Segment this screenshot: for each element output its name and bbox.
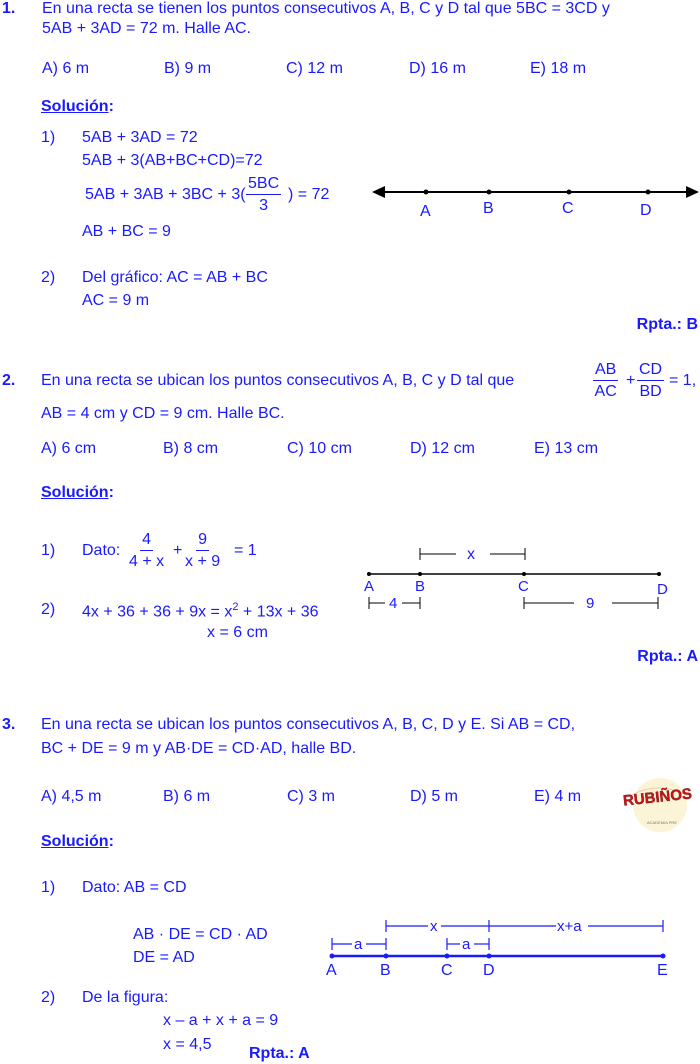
p2-step1-plus: + (173, 542, 183, 559)
p1-option-d: D) 16 m (409, 60, 466, 77)
p2-fraction2-denominator: BD (639, 383, 662, 400)
p1-option-c: C) 12 m (286, 60, 343, 77)
p3-step2-line1: De la figura: (82, 989, 169, 1006)
p1-step2-line1: Del gráfico: AC = AB + BC (82, 269, 268, 286)
p2-statement-line1: En una recta se ubican los puntos consecutivos A, B, C y D tal que (41, 372, 515, 389)
p3-dim-x-label: x (430, 918, 438, 935)
p1-option-b: B) 9 m (164, 60, 212, 77)
p2-step2-line2: x = 6 cm (207, 624, 268, 641)
p2-option-e: E) 13 cm (534, 440, 599, 457)
p1-number: 1. (2, 0, 16, 17)
p2-solution-label: Solución (41, 484, 109, 501)
p2-label-b: B (415, 578, 426, 595)
p2-answer: Rpta.: A (637, 648, 698, 665)
p3-option-a: A) 4,5 m (41, 788, 102, 805)
p1-label-d: D (640, 202, 652, 219)
p1-step1-number: 1) (41, 129, 56, 146)
p3-step1-line2: AB · DE = CD · AD (133, 926, 268, 943)
p2-fraction1-numerator: AB (593, 362, 618, 381)
p2-label-a: A (364, 578, 375, 595)
p2-step1-dato: Dato: (82, 542, 121, 559)
p2-option-c: C) 10 cm (287, 440, 352, 457)
p3-label-e: E (657, 962, 668, 979)
p3-statement-line1: En una recta se ubican los puntos consecutivos A, B, C, D y E. Si AB = CD, (41, 716, 576, 733)
p2-step1-fraction2-denominator: x + 9 (185, 553, 221, 570)
p2-option-d: D) 12 cm (410, 440, 475, 457)
p3-point-c (445, 954, 450, 959)
p1-statement-line2: 5AB + 3AD = 72 m. Halle AC. (42, 20, 251, 37)
p1-solution-label: Solución (41, 98, 109, 115)
p2-fraction2-numerator: CD (637, 362, 664, 381)
p3-logo-text: RUBIÑOS (622, 785, 693, 810)
p1-step1-line4: AB + BC = 9 (82, 223, 171, 240)
p1-option-a: A) 6 m (42, 60, 90, 77)
p2-number: 2. (2, 372, 16, 389)
p3-dim-a2-label: a (462, 936, 471, 953)
p1-step2-line2: AC = 9 m (82, 292, 150, 309)
p3-step1-dato: Dato: AB = CD (82, 879, 187, 896)
p1-label-c: C (562, 200, 574, 217)
p2-label-d: D (657, 581, 668, 598)
p2-step1-fraction2-numerator: 9 (196, 532, 209, 551)
p2-step1-number: 1) (41, 542, 56, 559)
p3-dim-xa-label: x+a (557, 918, 582, 935)
p1-step1-line3-left: 5AB + 3AB + 3BC + 3( (85, 186, 246, 203)
p2-step1-fraction1-denominator: 4 + x (129, 553, 165, 570)
p3-step2-line3: x = 4,5 (163, 1036, 212, 1053)
p3-step2-number: 2) (41, 989, 56, 1006)
p1-step2-number: 2) (41, 269, 56, 286)
p1-label-a: A (420, 203, 431, 220)
p3-logo-subtext: ACADEMIA PRE (646, 820, 678, 825)
p3-number: 3. (2, 716, 16, 733)
p3-solution-label: Solución (41, 833, 109, 850)
p1-solution-colon: : (108, 98, 114, 115)
p2-dim-9-label: 9 (586, 595, 595, 612)
p2-step2-line1-right: + 13x + 36 (238, 603, 319, 621)
p3-option-b: B) 6 m (163, 788, 211, 805)
p3-step1-line3: DE = AD (133, 949, 195, 966)
p1-step1-line2: 5AB + 3(AB+BC+CD)=72 (82, 152, 263, 169)
p2-step2-exponent: 2 (232, 601, 239, 613)
p1-label-b: B (483, 200, 494, 217)
p1-answer: Rpta.: B (636, 316, 698, 333)
p3-answer: Rpta.: A (249, 1045, 310, 1062)
p2-option-b: B) 8 cm (163, 440, 219, 457)
p3-solution-colon: : (108, 833, 114, 850)
p2-dim-4-label: 4 (389, 595, 398, 612)
p2-solution-colon: : (108, 484, 114, 501)
p3-label-d: D (483, 962, 495, 979)
p2-step2-number: 2) (41, 601, 56, 618)
p3-dim-a1-label: a (354, 936, 363, 953)
p2-fraction1-denominator: AC (594, 383, 617, 400)
p2-label-c: C (518, 578, 529, 595)
p1-fraction-numerator: 5BC (246, 176, 281, 195)
p3-statement-line2: BC + DE = 9 m y AB·DE = CD·AD, halle BD. (41, 740, 357, 757)
p2-step1-fraction1-numerator: 4 (140, 532, 153, 551)
p1-step1-line3-right: ) = 72 (288, 186, 330, 203)
p3-label-a: A (326, 962, 337, 979)
p1-fraction-denominator: 3 (259, 197, 269, 214)
p3-step2-line2: x – a + x + a = 9 (163, 1012, 279, 1029)
p3-option-e: E) 4 m (534, 788, 582, 805)
p2-step2-line1-left: 4x + 36 + 36 + 9x = x (82, 603, 233, 621)
p2-plus: + (626, 372, 636, 389)
p2-step1-end: = 1 (234, 542, 257, 559)
p2-statement-line2: AB = 4 cm y CD = 9 cm. Halle BC. (41, 405, 285, 422)
p2-equation-end: = 1, (669, 372, 697, 389)
p1-step1-line1: 5AB + 3AD = 72 (82, 129, 198, 146)
p1-statement-line1: En una recta se tienen los puntos consecutivos A, B, C y D tal que 5BC = 3CD y (42, 0, 610, 17)
p3-step1-number: 1) (41, 879, 56, 896)
p3-option-d: D) 5 m (410, 788, 458, 805)
p2-option-a: A) 6 cm (41, 440, 97, 457)
p3-point-d (487, 954, 492, 959)
p3-label-c: C (441, 962, 453, 979)
p3-point-e (661, 954, 666, 959)
p3-point-a (330, 954, 335, 959)
p3-option-c: C) 3 m (287, 788, 335, 805)
p3-point-b (384, 954, 389, 959)
p3-label-b: B (380, 962, 391, 979)
p1-option-e: E) 18 m (530, 60, 587, 77)
p2-dim-x-label: x (467, 546, 475, 563)
